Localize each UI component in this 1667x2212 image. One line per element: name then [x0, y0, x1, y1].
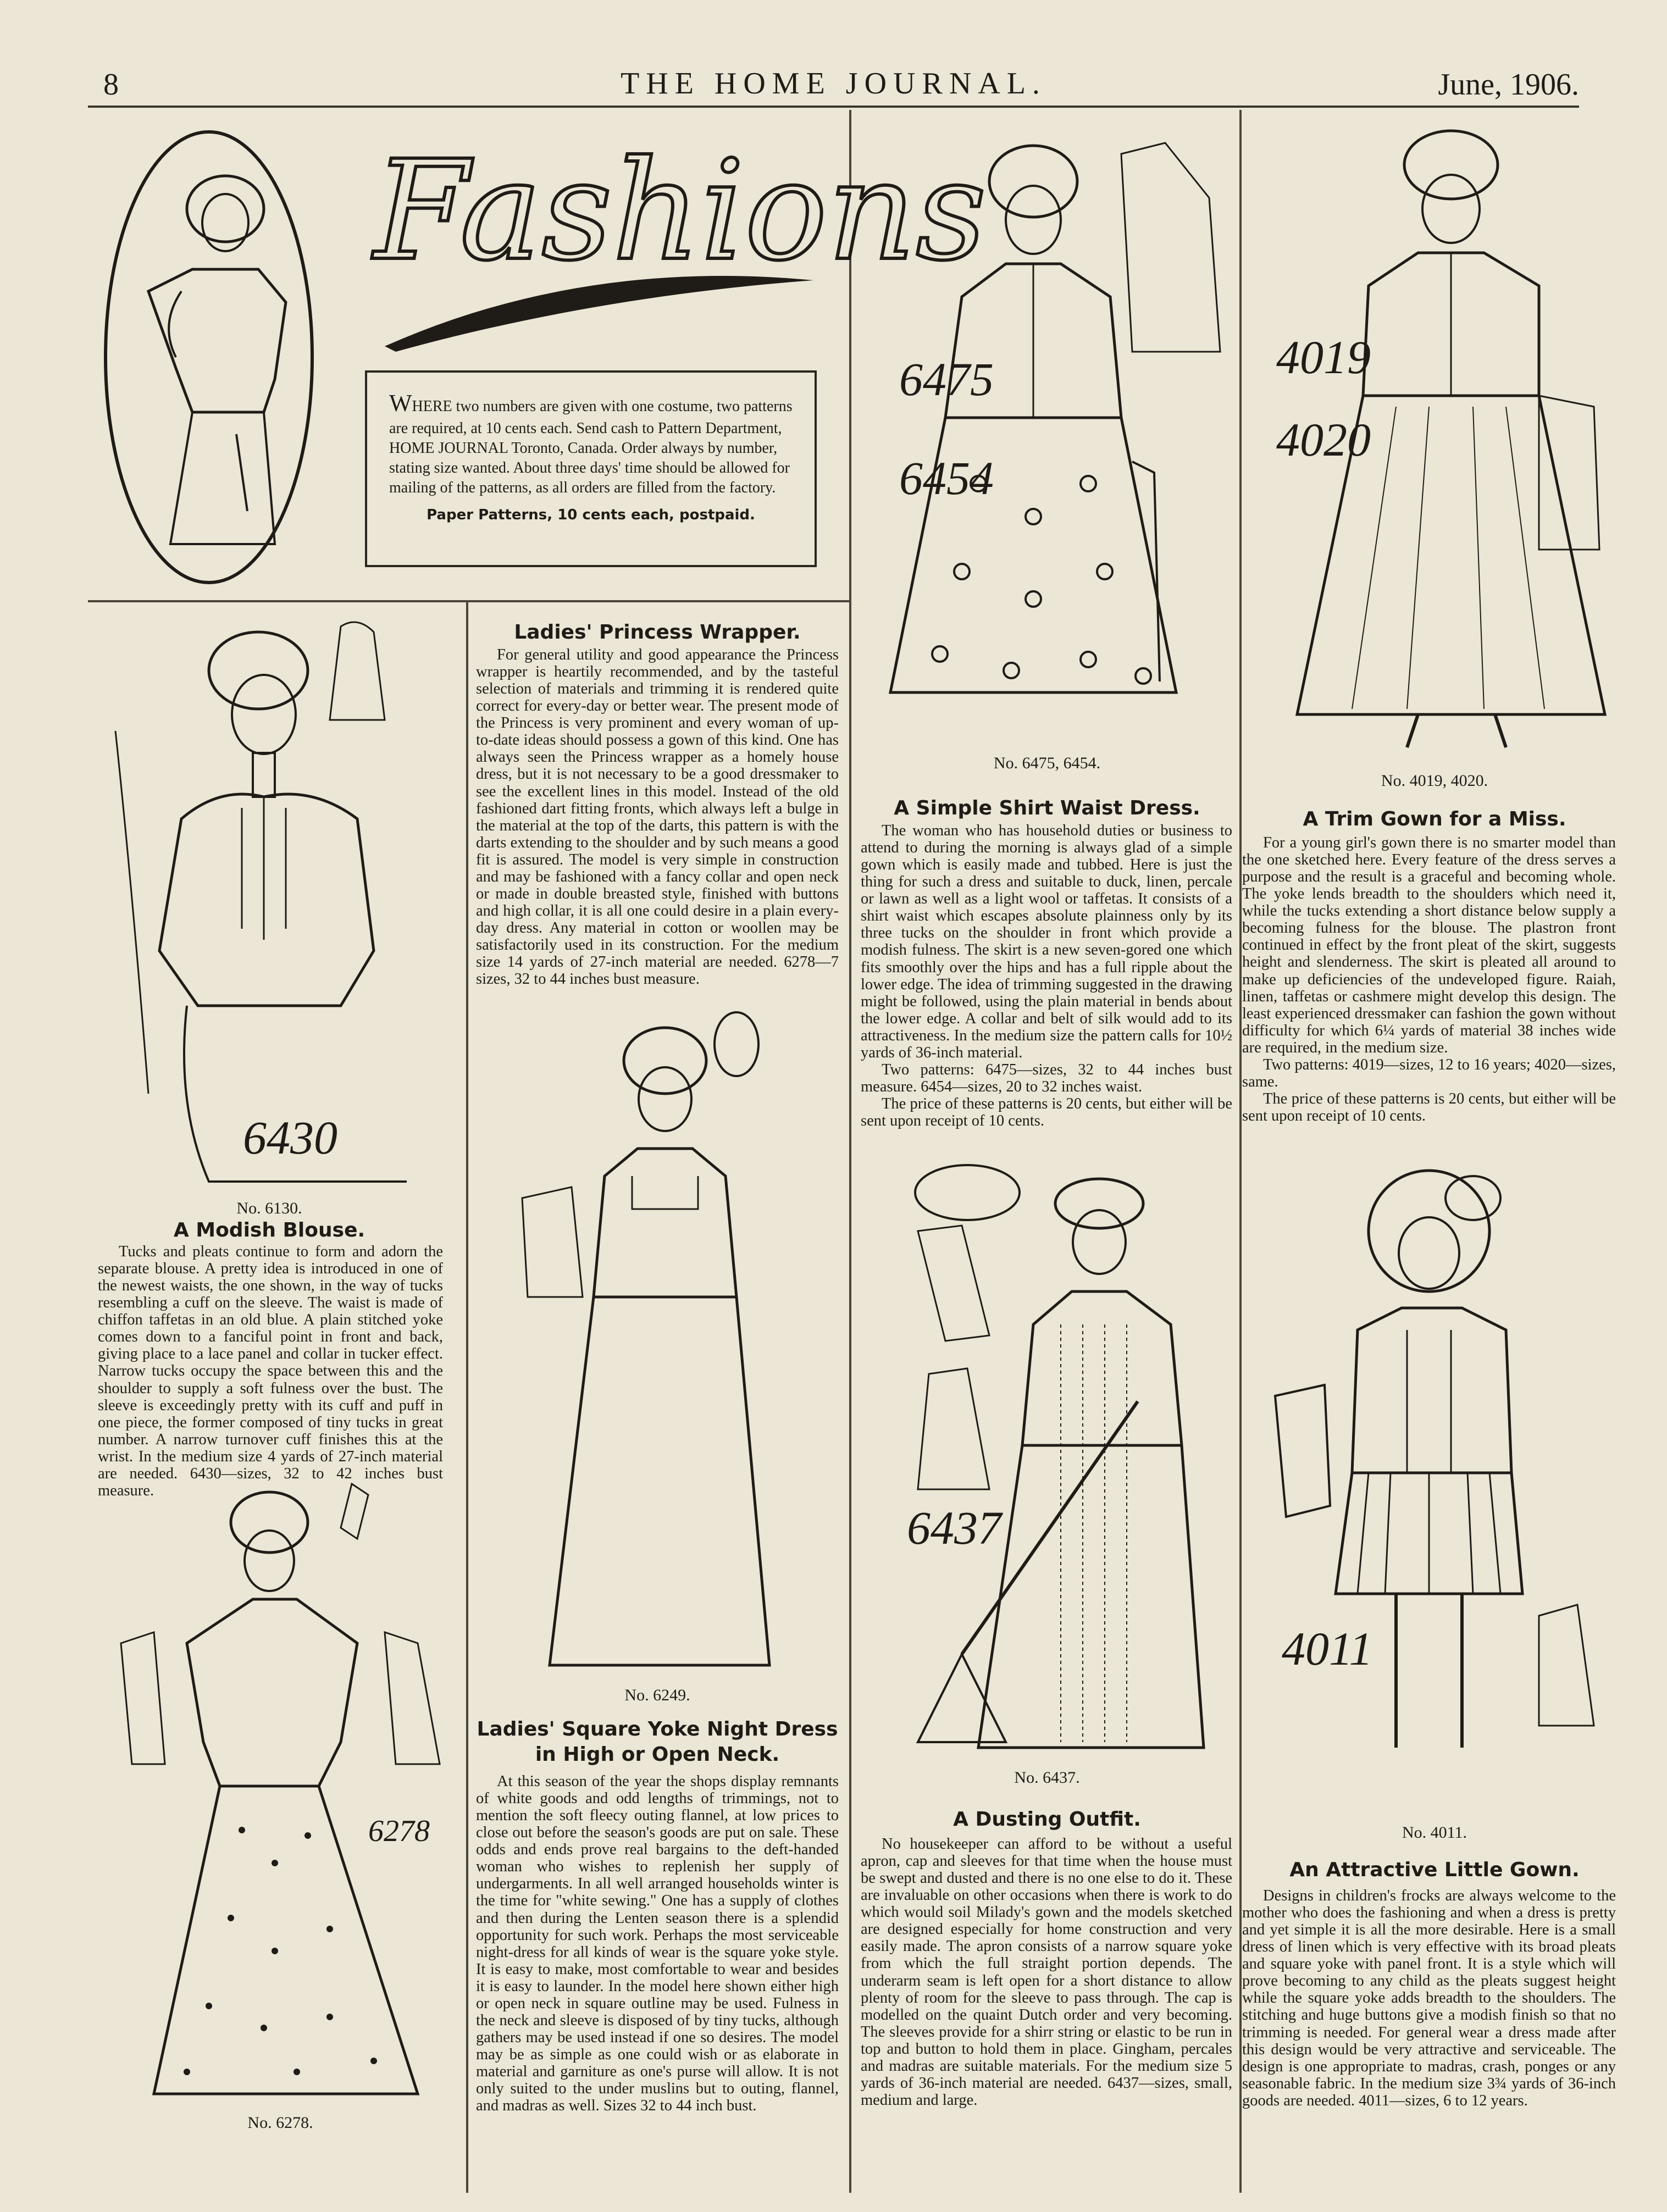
article-paragraph: Designs in children's frocks are always welcome to the mother who does the fashioning and when a dress is pretty and yet simple it is all the more desirable. Here is a small dress of linen which is very effective with its broad pleats and square yoke with panel front. It is a style which will prove becoming to any child as the pleats suggest height while the square yoke adds breadth to the shoulders. The stitching and huge buttons give a modish finish so that no trimming is needed. For general wear a dress made after this design would be very attractive and serviceable. The design is one appropriate to madras, crash, ponges or any seasonable fabric. In the medium size 3¾ yards of 36-inch goods are needed. 4011—sizes, 6 to 12 years. — [1242, 1887, 1616, 2109]
article-body — [861, 1836, 1232, 2109]
article-paragraph: Two patterns: 6475—sizes, 32 to 44 inches bust measure. 6454—sizes, 20 to 32 inches waist. — [861, 1061, 1232, 1095]
article-heading: A Modish Blouse. — [173, 1219, 365, 1241]
journal-title: THE HOME JOURNAL. — [621, 66, 1046, 101]
little-gown-illustration — [1264, 1165, 1605, 1825]
column-rule — [849, 110, 851, 2193]
logo-text: Fashions — [374, 131, 987, 291]
article-heading: A Simple Shirt Waist Dress. — [894, 797, 1200, 819]
figure-number: 4020 — [1276, 413, 1371, 466]
heading-line: in High or Open Neck. — [535, 1743, 780, 1766]
night-dress-illustration — [506, 1011, 813, 1682]
article-body — [476, 646, 839, 988]
shirt-waist-illustration — [868, 132, 1226, 747]
figure-caption: No. 4019, 4020. — [1381, 772, 1488, 790]
figure-number: 4019 — [1276, 331, 1371, 384]
trim-gown-illustration — [1264, 121, 1605, 758]
pattern-notice-box — [365, 370, 817, 567]
article-heading — [476, 1717, 839, 1767]
blouse-illustration — [99, 610, 440, 1198]
article-body — [476, 1773, 839, 2114]
fashions-logo — [363, 115, 987, 357]
article-paragraph: Two patterns: 4019—sizes, 12 to 16 years; 4020—sizes, same. — [1242, 1056, 1616, 1090]
column-rule — [466, 602, 468, 2193]
article-paragraph: The price of these patterns is 20 cents, but either will be sent upon receipt of 10 cents. — [861, 1095, 1232, 1130]
article-body — [861, 822, 1232, 1129]
article-heading: A Trim Gown for a Miss. — [1303, 808, 1566, 830]
article-heading: A Dusting Outfit. — [953, 1808, 1141, 1831]
figure-caption: No. 6475, 6454. — [993, 754, 1101, 772]
article-body — [1242, 834, 1616, 1124]
article-paragraph: The woman who has household duties or business to attend to during the morning is always glad of a simple gown which is easily made and tubbed. Here is just the thing for such a dress and suitable to duck, linen, percale or lawn as well as a light wool or taffetas. It consists of a shirt waist which escapes absolute plainness only by its three tucks on the shoulder in front which provide a modish fulness. The skirt is a new seven-gored one which fits smoothly over the hips and has a full ripple about the lower edge. The idea of trimming suggested in the drawing might be followed, using the plain material in bends about the lower edge. A collar and belt of silk would add to its attractiveness. In the medium size the pattern calls for 10½ yards of 36-inch material. — [861, 822, 1232, 1061]
article-heading: Ladies' Princess Wrapper. — [514, 621, 801, 644]
dusting-outfit-illustration — [896, 1160, 1209, 1764]
figure-caption: No. 6249. — [624, 1686, 690, 1704]
article-paragraph: The price of these patterns is 20 cents, but either will be sent upon receipt of 10 cents. — [1242, 1090, 1616, 1124]
column-rule — [1239, 110, 1242, 2193]
article-paragraph: Tucks and pleats continue to form and adorn the separate blouse. A pretty idea is introduced in one of the newest waists, the one shown, in the way of tucks resembling a cuff on the sleeve. The waist is made of chiffon taffetas in an old blue. A plain stitched yoke comes down to a fanciful point in front and back, giving place to a lace panel and collar in tucker effect. Narrow tucks occupy the space between this and the shoulder to supply a soft fulness over the bust. The sleeve is exceedingly pretty with its cuff and puff in one piece, the former composed of tiny tucks in great number. A narrow turnover cuff finishes this at the wrist. In the medium size 4 yards of 27-inch material are needed. 6430—sizes, 32 to 42 inches bust measure. — [98, 1243, 443, 1499]
figure-number: 6475 — [899, 353, 994, 406]
article-heading: An Attractive Little Gown. — [1289, 1859, 1580, 1881]
figure-caption: No. 6278. — [247, 2114, 313, 2132]
article-paragraph: For general utility and good appearance the Princess wrapper is heartily recommended, and by the tasteful selection of materials and trimming it is rendered quite correct for every-day or better wear. The present mode of the Princess is very prominent and every woman of up-to-date ideas should possess a gown of this kind. One has always seen the Princess wrapper as a homely house dress, but it is not necessary to be a good dressmaker to see the excellent lines in this model. Instead of the old fashioned dart fitting fronts, which always left a bulge in the material at the top of the darts, this pattern is with the darts extending to the shoulder and by such means a good fit is assured. The model is very simple in construction and may be fashioned with a fancy collar and open neck or made in double breasted style, finished with buttons and high collar, it is all one could desire in a plain every-day dress. Any material in cotton or woollen may be satisfactorily used in its construction. For the medium size 14 yards of 27-inch material are needed. 6278—7 sizes, 32 to 44 inches bust measure. — [476, 646, 839, 988]
issue-date: June, 1906. — [1438, 68, 1579, 102]
figure-caption: No. 4011. — [1402, 1823, 1467, 1842]
figure-number: 6454 — [899, 452, 994, 505]
article-body — [1242, 1887, 1616, 2109]
figure-caption: No. 6437. — [1014, 1769, 1080, 1787]
header-rule — [88, 106, 1579, 108]
heading-line: Ladies' Square Yoke Night Dress — [477, 1718, 838, 1740]
article-body — [98, 1243, 443, 1499]
article-paragraph: For a young girl's gown there is no smarter model than the one sketched here. Every feature of the dress serves a purpose and the result is a graceful and becoming whole. The yoke lends breadth to the shoulders which need it, while the tucks extending a short distance below supply a becoming fulness for the blouse. The plastron front continued in effect by the front pleat of the skirt, suggests height and slenderness. The skirt is pleated all around to make up deficiencies of the undeveloped figure. Raiah, linen, taffetas or cashmere might develop this design. The least experienced dressmaker can fashion the gown without difficulty for which 6¼ yards of material 38 inches wide are required, in the medium size. — [1242, 834, 1616, 1056]
page-number: 8 — [103, 68, 119, 102]
pattern-notice-text: WHERE two numbers are given with one costume, two patterns are required, at 10 cents each. Send cash to Pattern Department, HOME JOURNAL Toronto, Canada. Order always by number, stating size wanted. About three days' time should be allowed for mailing of the patterns, as all orders are filled from the factory. — [389, 390, 793, 496]
section-rule — [88, 600, 849, 602]
princess-wrapper-illustration — [110, 1478, 451, 2110]
pattern-notice-footer: Paper Patterns, 10 cents each, postpaid. — [427, 506, 755, 523]
figure-caption: No. 6130. — [236, 1199, 302, 1217]
oval-portrait-illustration — [99, 126, 319, 588]
article-paragraph: No housekeeper can afford to be without a useful apron, cap and sleeves for that time when the house must be swept and dusted and there is no one else to do it. These are invaluable on other occasions when there is work to do which would soil Milady's gown and the models sketched are designed especially for home construction and very easily made. The apron consists of a narrow square yoke from which the full straight portion depends. The underarm seam is left open for a short distance to allow plenty of room for the sleeve to pass through. The cap is modelled on the quaint Dutch order and very becoming. The sleeves provide for a shirr string or elastic to be run in top and button to hold them in place. Gingham, percales and madras are suitable materials. For the medium size 5 yards of 36-inch material are needed. 6437—sizes, small, medium and large. — [861, 1836, 1232, 2109]
figure-number: 6430 — [243, 1111, 337, 1164]
figure-number: 6437 — [907, 1501, 1001, 1554]
article-paragraph: At this season of the year the shops display remnants of white goods and odd lengths of trimmings, not to mention the soft fleecy outing flannel, at low prices to close out before the season's goods are put on sale. These odds and ends prove real bargains to the deft-handed woman who wishes to replenish her supply of undergarments. In all well arranged households winter is the time for "white sewing." One has a supply of clothes and then during the Lenten season there is a splendid opportunity for such work. Perhaps the most serviceable night-dress for all kinds of wear is the square yoke style. It is easy to make, most comfortable to wear and besides it is easy to launder. In the model here shown either high or open neck in square outline may be used. Fulness in the neck and sleeve is disposed of by tiny tucks, although gathers may be used instead if one so desires. The model may be as simple as one could wish or as elaborate in material and garniture as one's purse will allow. It is not only suited to the under muslins but to outing, flannel, and madras as well. Sizes 32 to 44 inch bust. — [476, 1773, 839, 2115]
figure-number: 6278 — [368, 1814, 430, 1848]
figure-number: 4011 — [1282, 1622, 1373, 1675]
